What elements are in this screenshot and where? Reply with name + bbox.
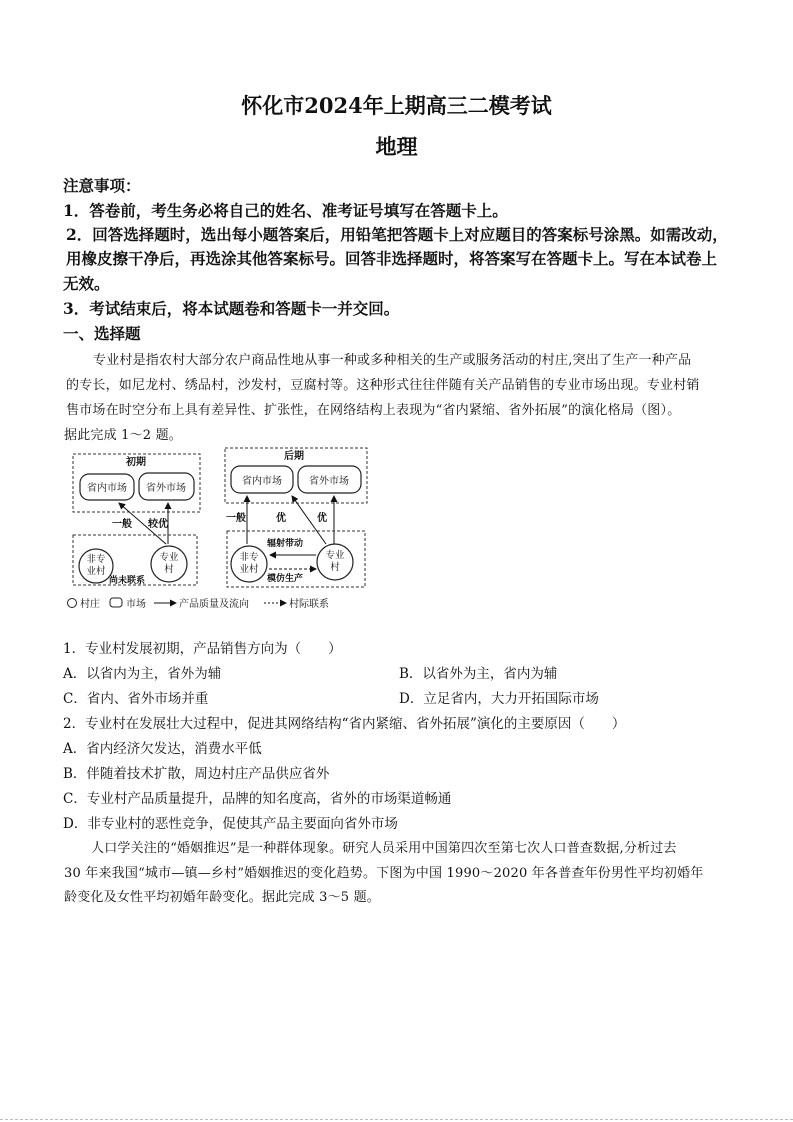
q2-option-b: B．伴随着技术扩散，周边村庄产品供应省外: [63, 766, 330, 782]
q2-option-a: A．省内经济欠发达，消费水平低: [63, 741, 262, 757]
q1-option-b: B．以省外为主，省内为辅: [399, 666, 558, 682]
early-village-non-line1: 非专: [86, 554, 106, 565]
late-stage-panel: [225, 448, 367, 587]
market-network-diagram: [64, 447, 370, 612]
q1-stem: 1．专业村发展初期，产品销售方向为（ ）: [63, 641, 342, 657]
late-market-in-label: 省内市场: [242, 476, 282, 487]
q1-option-c: C．省内、省外市场并重: [63, 691, 209, 707]
notice-item-2-line-1: 2．回答选择题时，选出每小题答案后，用铅笔把答题卡上对应题目的答案标号涂黑。如需改动，: [66, 225, 728, 244]
passage1-line-2: 的专长，如尼龙村、绣品村，沙发村，豆腐村等。这种形式往往伴随有关产品销售的专业市场出现。专业村销: [66, 378, 700, 393]
exam-title: 怀化市2024年上期高三二模考试: [241, 93, 552, 118]
legend-market-label: 市场: [126, 599, 146, 610]
late-quality-out: 优: [317, 513, 327, 524]
passage1-line-3: 售市场在时空分布上具有差异性、扩张性，在网络结构上表现为“省内紧缩、省外拓展”的演化格局（图）。: [66, 403, 681, 418]
late-village-spec-line2: 村: [330, 562, 340, 573]
early-village-spec-line2: 村: [164, 564, 174, 575]
early-quality-out: 较优: [148, 519, 168, 530]
q2-stem: 2．专业村在发展壮大过程中，促进其网络结构“省内紧缩、省外拓展”演化的主要原因（ ）: [63, 716, 626, 732]
passage2-line-2: 30 年来我国“城市—镇—乡村”婚姻推迟的变化趋势。下图为中国 1990～2020 年各普查年份男性平均初婚年: [64, 866, 704, 881]
late-village-non-line2: 业村: [239, 564, 259, 575]
late-village-spec-line1: 专业: [325, 550, 345, 561]
q1-option-a: A．以省内为主，省外为辅: [63, 666, 222, 682]
early-market-out-label: 省外市场: [146, 483, 186, 494]
early-market-in-label: 省内市场: [87, 483, 127, 494]
q1-option-d: D．立足省内，大力开拓国际市场: [399, 691, 599, 707]
early-quality-in: 一般: [112, 519, 132, 530]
late-link-top-label: 辐射带动: [267, 539, 304, 549]
early-label: 初期: [126, 457, 146, 468]
legend-flow-label: 产品质量及流向: [179, 599, 249, 610]
section-heading-choice: 一、选择题: [63, 324, 141, 343]
legend-relation-label: 村际联系: [289, 599, 329, 610]
notice-heading: 注意事项：: [63, 176, 141, 195]
legend-village-label: 村庄: [80, 599, 100, 610]
early-stage-panel: [73, 454, 200, 586]
early-link-label: 尚未联系: [109, 576, 146, 586]
notice-item-3: 3．考试结束后，将本试题卷和答题卡一并交回。: [63, 299, 400, 318]
page-bottom-divider: [0, 1119, 793, 1120]
legend-village-symbol: [68, 599, 77, 608]
late-quality-mid: 优: [276, 513, 286, 524]
q2-option-d: D．非专业村的恶性竞争，促使其产品主要面向省外市场: [63, 816, 398, 832]
late-village-non-line1: 非专: [239, 552, 259, 563]
notice-item-2-line-3: 无效。: [63, 274, 110, 293]
passage2-line-3: 龄变化及女性平均初婚年龄变化。据此完成 3～5 题。: [64, 890, 381, 905]
early-village-non-line2: 业村: [86, 566, 106, 577]
passage2-line-1: 人口学关注的“婚姻推迟”是一种群体现象。研究人员采用中国第四次至第七次人口普查数据,分析过去: [91, 841, 677, 856]
subject-title: 地理: [375, 134, 418, 159]
diagram-legend: [68, 597, 330, 610]
passage1-line-1: 专业村是指农村大部分农户商品性地从事一种或多种相关的生产或服务活动的村庄,突出了生产一种产品: [93, 353, 692, 368]
early-village-spec-line1: 专业: [159, 552, 179, 563]
passage1-line-4: 据此完成 1～2 题。: [64, 428, 183, 443]
legend-market-symbol: [110, 598, 122, 607]
late-link-bottom-label: 模仿生产: [267, 574, 304, 584]
late-quality-in: 一般: [226, 513, 246, 524]
notice-item-1: 1．答卷前，考生务必将自己的姓名、准考证号填写在答题卡上。: [63, 201, 508, 220]
notice-item-2-line-2: 用橡皮擦干净后，再选涂其他答案标号。回答非选择题时，将答案写在答题卡上。写在本试卷上: [66, 249, 718, 268]
late-label: 后期: [284, 451, 304, 462]
q2-option-c: C．专业村产品质量提升，品牌的知名度高，省外的市场渠道畅通: [63, 791, 452, 807]
late-market-out-label: 省外市场: [309, 476, 349, 487]
